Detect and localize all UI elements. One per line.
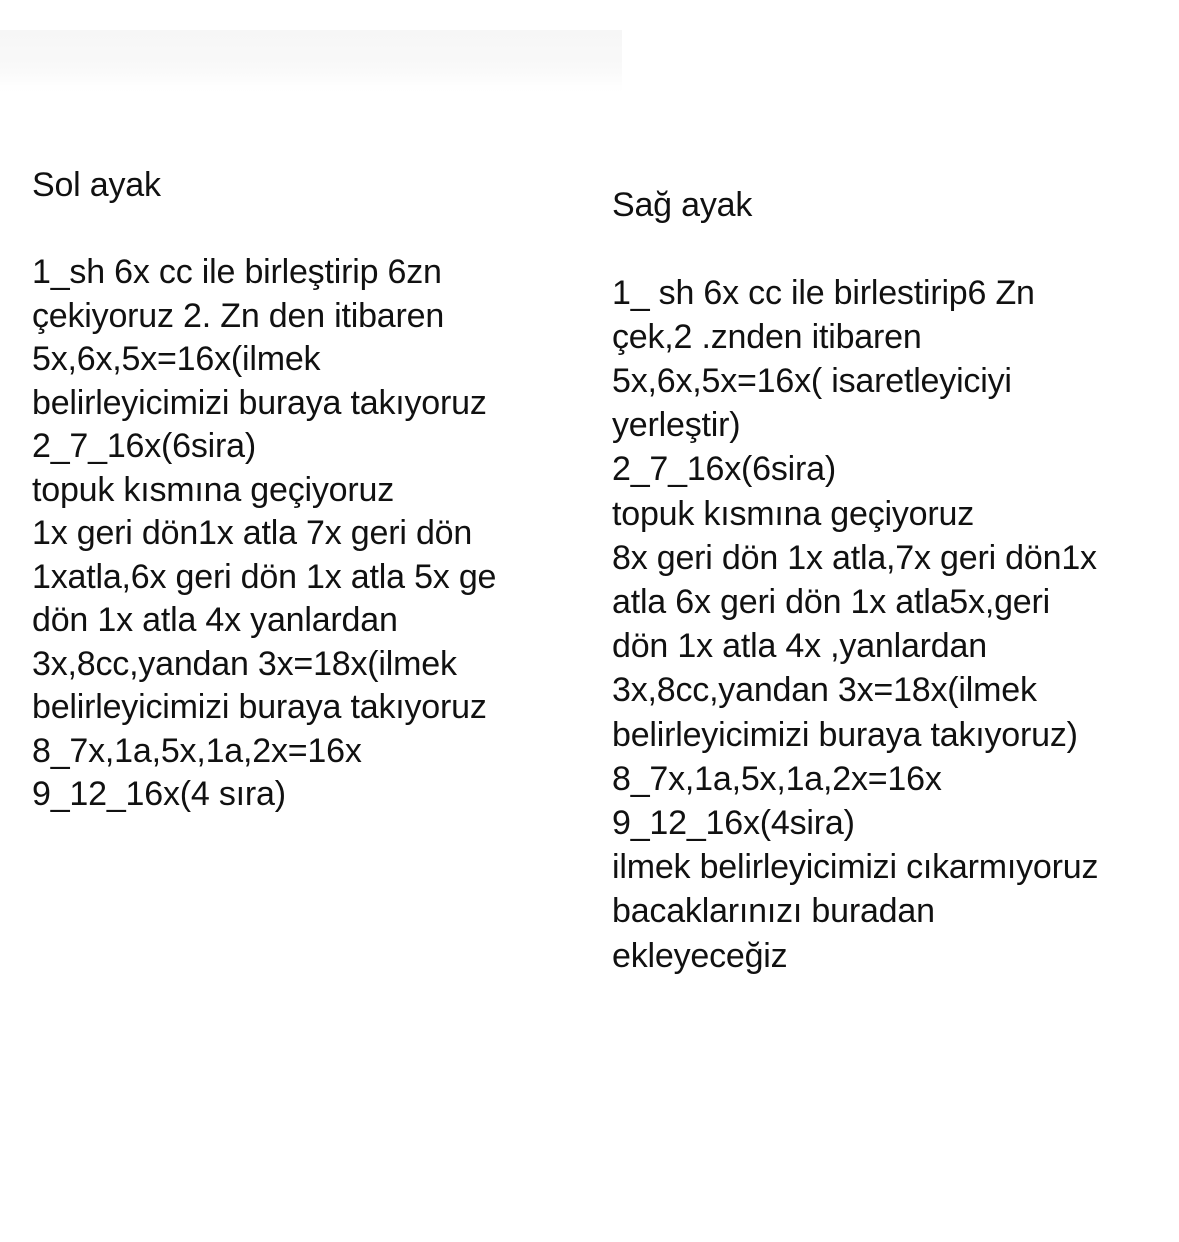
instruction-line: bacaklarınızı buradan	[612, 892, 935, 931]
spacer	[612, 228, 1172, 272]
instruction-line: yerleştir)	[612, 406, 741, 445]
instruction-line: 1_sh 6x cc ile birleştirip 6zn	[32, 253, 442, 291]
instruction-line: 9_12_16x(4 sıra)	[32, 775, 286, 813]
right-foot-title: Sağ ayak	[612, 186, 753, 224]
instruction-line: belirleyicimizi buraya takıyoruz	[32, 383, 487, 422]
instruction-line: 9_12_16x(4sira)	[612, 803, 855, 842]
instruction-line: belirleyicimizi buraya takıyoruz	[32, 688, 487, 726]
instruction-line: topuk kısmına geçiyoruz	[32, 470, 395, 509]
instruction-line: 8x geri dön 1x atla,7x geri dön1x	[612, 538, 1097, 577]
instruction-line: 3x,8cc,yandan 3x=18x(ilmek	[612, 671, 1037, 710]
instruction-line: ekleyeceğiz	[612, 936, 788, 975]
instruction-line: 2_7_16x(6sira)	[612, 450, 836, 489]
instruction-line: dön 1x atla 4x ,yanlardan	[612, 627, 987, 666]
instruction-line: dön 1x atla 4x yanlardan	[32, 601, 398, 639]
instruction-line: 5x,6x,5x=16x( isaretleyiciyi	[612, 362, 1012, 401]
instruction-line: ilmek belirleyicimizi cıkarmıyoruz	[612, 848, 1099, 887]
instruction-line: çek,2 .znden itibaren	[612, 317, 922, 356]
right-foot-instructions	[612, 184, 1172, 979]
instruction-line: 8_7x,1a,5x,1a,2x=16x	[32, 731, 362, 770]
instruction-line: 8_7x,1a,5x,1a,2x=16x	[612, 759, 942, 798]
instruction-line: belirleyicimizi buraya takıyoruz)	[612, 715, 1078, 754]
instruction-line: atla 6x geri dön 1x atla5x,geri	[612, 583, 1050, 621]
instruction-line: topuk kısmına geçiyoruz	[612, 494, 975, 533]
instruction-line: 1x geri dön1x atla 7x geri dön	[32, 514, 473, 552]
instruction-line: 1_ sh 6x cc ile birlestirip6 Zn	[612, 273, 1035, 312]
left-foot-title: Sol ayak	[32, 166, 161, 204]
top-gray-strip	[0, 30, 622, 92]
left-foot-instructions	[32, 164, 532, 817]
instruction-line: 1xatla,6x geri dön 1x atla 5x ge	[32, 557, 497, 596]
instruction-line: 5x,6x,5x=16x(ilmek	[32, 340, 321, 378]
instruction-line: çekiyoruz 2. Zn den itibaren	[32, 296, 445, 335]
instruction-line: 2_7_16x(6sira)	[32, 427, 256, 465]
instruction-line: 3x,8cc,yandan 3x=18x(ilmek	[32, 644, 457, 683]
spacer	[32, 208, 532, 252]
